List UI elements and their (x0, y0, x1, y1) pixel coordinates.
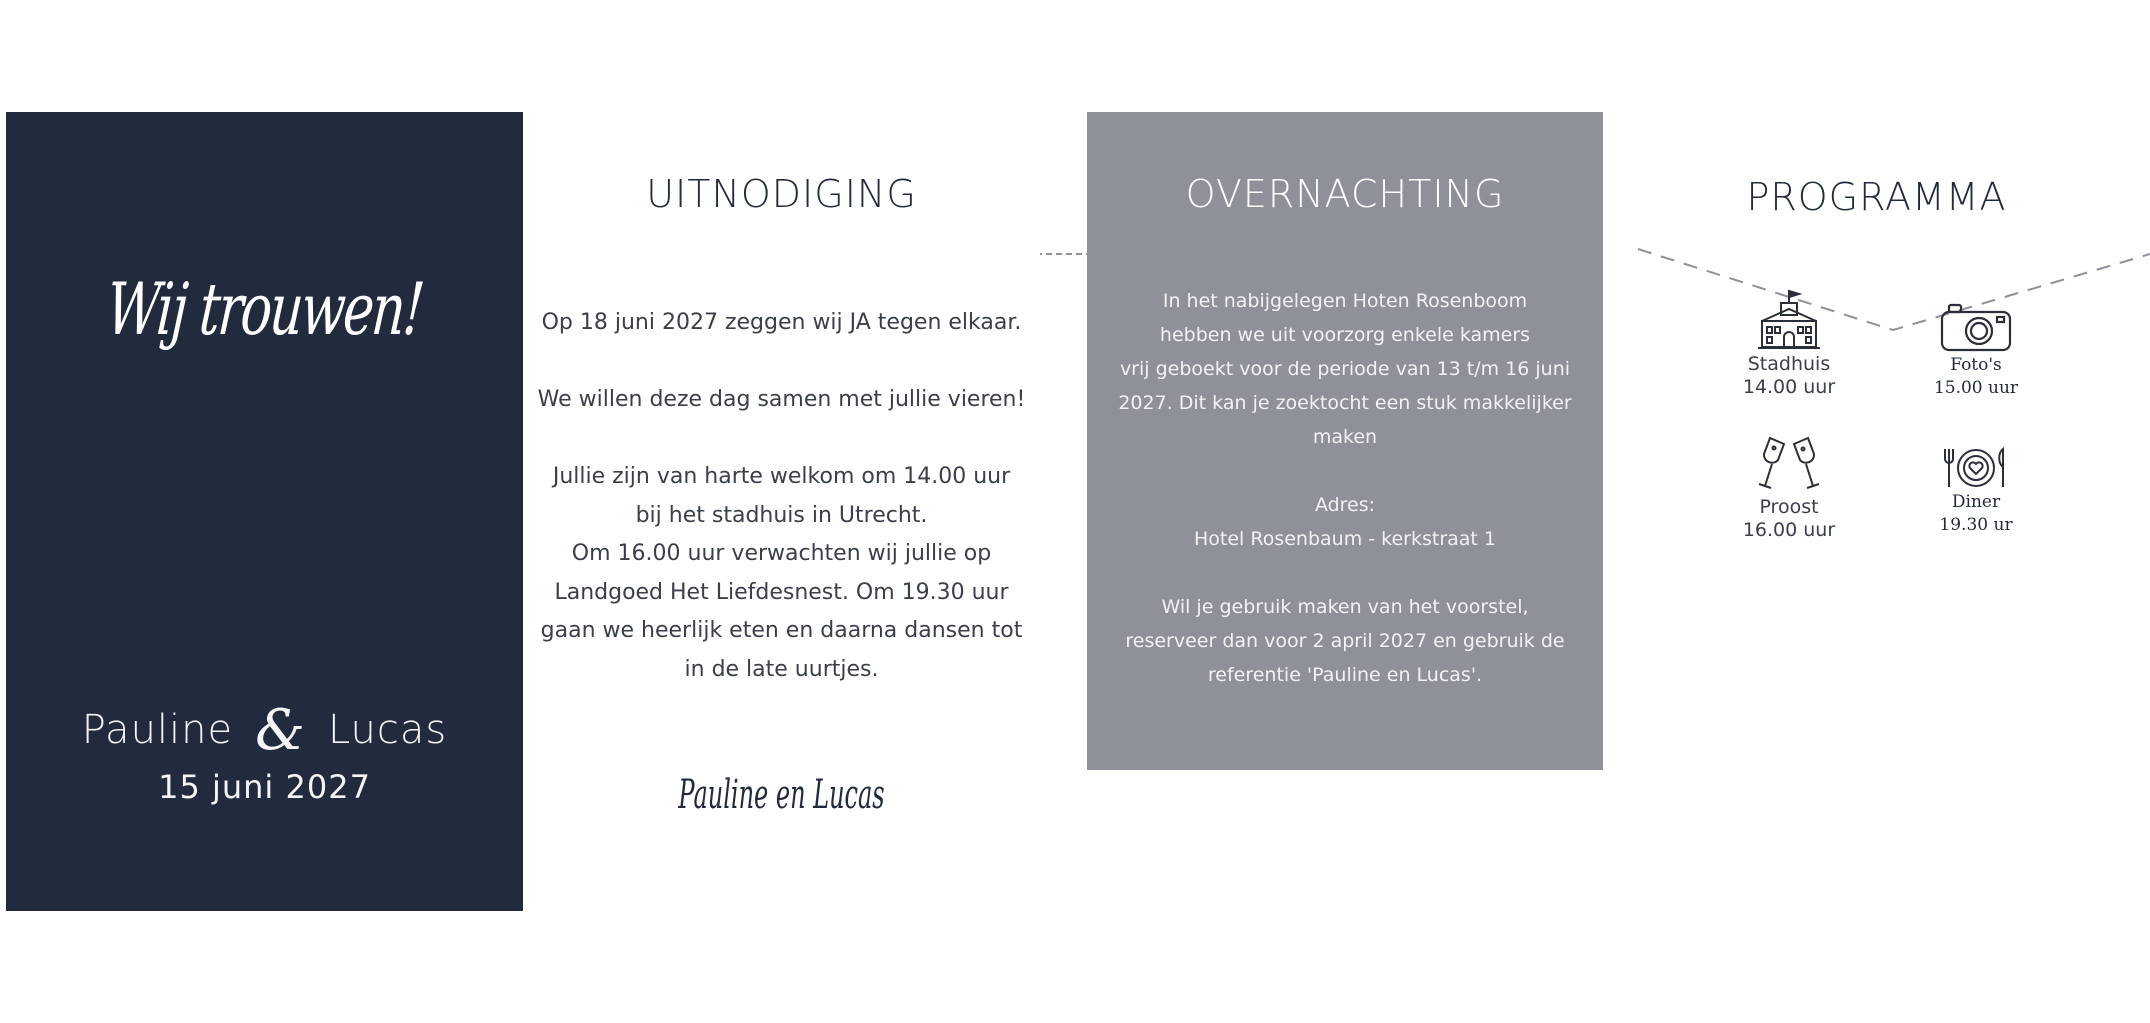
accommodation-body (1087, 284, 1603, 692)
accommodation-line: Adres: (1314, 494, 1376, 516)
accommodation-line: maken (1312, 426, 1378, 448)
wedding-date: 15 juni 2027 (158, 768, 371, 806)
ampersand: & (255, 698, 306, 763)
invitation-line: Jullie zijn van harte welkom om 14.00 uur (552, 464, 1011, 489)
accommodation-line: Wil je gebruik maken van het voorstel, (1161, 596, 1529, 618)
invitation-line: in de late uurtjes. (684, 656, 879, 682)
program-title: PROGRAMMA (1746, 175, 2007, 219)
program-time: 19.30 ur (1939, 515, 2013, 535)
invitation-line: Op 18 juni 2027 zeggen wij JA tegen elkaar. (541, 310, 1022, 335)
program-time: 16.00 uur (1742, 519, 1836, 541)
program-item (1699, 434, 1879, 542)
accommodation-line: hebben we uit voorzorg enkele kamers (1159, 324, 1531, 346)
town-hall-icon (1754, 287, 1824, 353)
accommodation-panel (1087, 112, 1603, 770)
name-right: Lucas (327, 707, 448, 753)
camera-icon (1939, 300, 2013, 354)
program-panel (1603, 112, 2150, 911)
accommodation-line: 2027. Dit kan je zoektocht een stuk makkelijker (1118, 392, 1572, 414)
program-item (1886, 300, 2066, 400)
invitation-line (523, 420, 1040, 459)
invitation-line: gaan we heerlijk eten en daarna dansen tot (540, 618, 1023, 643)
invitation-line: bij het stadhuis in Utrecht. (635, 502, 928, 528)
invitation-panel (523, 112, 1040, 911)
signature: Pauline en Lucas (678, 772, 885, 818)
cover-panel (6, 112, 523, 911)
name-left: Pauline (81, 707, 234, 753)
accommodation-line: vrij geboekt voor de periode van 13 t/m 16 juni (1119, 358, 1571, 380)
couple-names (6, 692, 523, 763)
accommodation-line: referentie 'Pauline en Lucas'. (1207, 664, 1483, 686)
invitation-body (523, 304, 1040, 689)
invitation-line: Landgoed Het Liefdesnest. Om 19.30 uur (554, 579, 1009, 605)
accommodation-line: reserveer dan voor 2 april 2027 en gebruik de (1125, 630, 1565, 652)
program-label: Foto's (1950, 355, 2002, 375)
invitation-line: We willen deze dag samen met jullie vieren! (537, 387, 1026, 412)
champagne-glasses-icon (1756, 434, 1822, 496)
accommodation-line (1087, 556, 1603, 590)
accommodation-line (1087, 454, 1603, 488)
plate-cutlery-icon (1943, 445, 2009, 491)
accommodation-line: Hotel Rosenbaum - kerkstraat 1 (1193, 528, 1496, 550)
invitation-line (523, 343, 1040, 382)
program-label: Proost (1759, 496, 1819, 518)
program-label: Diner (1951, 492, 2001, 512)
program-time: 15.00 uur (1933, 378, 2019, 398)
program-item (1886, 445, 2066, 537)
accommodation-title: OVERNACHTING (1185, 172, 1505, 216)
program-item (1699, 287, 1879, 399)
program-label: Stadhuis (1747, 353, 1831, 375)
invitation-line: Om 16.00 uur verwachten wij jullie op (571, 541, 992, 566)
invitation-title: UITNODIGING (646, 172, 917, 216)
accommodation-line: In het nabijgelegen Hoten Rosenboom (1162, 290, 1528, 312)
program-time: 14.00 uur (1742, 376, 1836, 398)
cover-headline: Wij trouwen! (103, 267, 426, 351)
